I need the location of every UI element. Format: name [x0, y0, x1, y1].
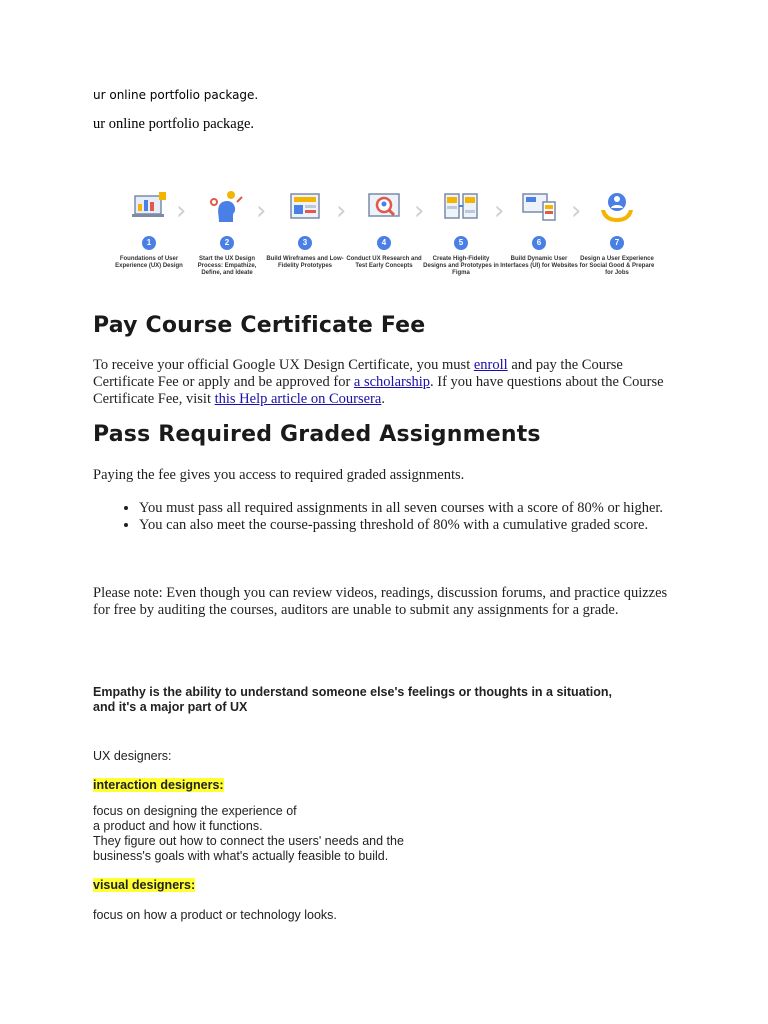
step-label: Create High-Fidelity Designs and Prototypes in Figma — [423, 256, 499, 276]
roadmap-step-7 — [578, 188, 656, 277]
list-item: • You can also meet the course-passing threshold of 80% with a cumulative graded score. — [139, 517, 714, 534]
interaction-line-1: focus on designing the experience of — [93, 804, 297, 818]
prototype-screens-icon — [441, 188, 481, 228]
step-number-badge: 3 — [298, 236, 312, 250]
responsive-devices-icon — [519, 188, 559, 228]
step-label: Build Dynamic User Interfaces (UI) for Websites — [500, 256, 578, 269]
chevron-right-icon: › — [414, 196, 425, 226]
step-label: Start the UX Design Process: Empathize, Define, and Ideate — [197, 256, 257, 276]
intro-line-2: ur online portfolio package. — [93, 116, 255, 132]
wireframe-icon — [285, 188, 325, 228]
certificate-text: To receive your official Google UX Design Certificate, you must — [93, 357, 474, 373]
certificate-text: . — [381, 391, 385, 407]
roadmap-step-4 — [345, 188, 423, 270]
course-roadmap — [110, 188, 670, 288]
empathy-line-2: and it's a major part of UX — [93, 700, 248, 714]
laptop-chart-icon — [129, 188, 169, 228]
empathy-line-1: Empathy is the ability to understand someone else's feelings or thoughts in a situation, — [93, 685, 613, 699]
certificate-text: . If you have questions about the Course Certificate Fee, visit — [93, 374, 664, 407]
hands-person-icon — [597, 188, 637, 228]
step-number-badge: 1 — [142, 236, 156, 250]
chevron-right-icon: › — [336, 196, 347, 226]
step-number-badge: 2 — [220, 236, 234, 250]
visual-designers-row — [93, 878, 195, 893]
chevron-right-icon: › — [176, 196, 187, 226]
visual-line-1: focus on how a product or technology looks. — [93, 908, 337, 922]
enroll-link[interactable]: enroll — [473, 357, 508, 373]
step-number-badge: 4 — [377, 236, 391, 250]
head-lightbulb-icon — [207, 188, 247, 228]
auditing-note: Please note: Even though you can review videos, readings, discussion forums, and practice quizzes for free by auditing the courses, auditors are unable to submit any assignments for a grade. — [93, 585, 668, 618]
help-article-link[interactable]: this Help article on Coursera — [214, 391, 382, 407]
chevron-right-icon: › — [571, 196, 582, 226]
roadmap-step-3 — [266, 188, 347, 270]
step-label: Build Wireframes and Low-Fidelity Prototypes — [266, 256, 344, 269]
interaction-line-2: a product and how it functions. — [93, 819, 263, 833]
visual-designers-label: visual designers: — [93, 878, 196, 892]
step-label: Foundations of User Experience (UX) Design — [115, 256, 183, 269]
assignments-heading: Pass Required Graded Assignments — [93, 422, 541, 447]
ux-designers-label: UX designers: — [93, 749, 172, 763]
scholarship-link[interactable]: a scholarship — [353, 374, 431, 390]
interaction-designers-row — [93, 778, 224, 793]
assignments-list — [93, 500, 714, 534]
list-item: • You must pass all required assignments in all seven courses with a score of 80% or higher. — [139, 500, 714, 517]
step-label: Conduct UX Research and Test Early Concepts — [346, 256, 422, 269]
interaction-designers-label: interaction designers: — [93, 778, 224, 792]
roadmap-step-2 — [188, 188, 266, 277]
step-number-badge: 5 — [454, 236, 468, 250]
chevron-right-icon: › — [256, 196, 267, 226]
roadmap-step-5 — [422, 188, 500, 277]
magnifier-people-icon — [364, 188, 404, 228]
interaction-line-3: They figure out how to connect the users' needs and the — [93, 834, 404, 848]
interaction-line-4: business's goals with what's actually feasible to build. — [93, 849, 389, 863]
chevron-right-icon: › — [494, 196, 505, 226]
certificate-text: and pay the Course Certificate Fee or apply and be approved for — [93, 357, 623, 390]
certificate-heading: Pay Course Certificate Fee — [93, 313, 426, 338]
assignments-intro: Paying the fee gives you access to required graded assignments. — [93, 467, 465, 483]
step-number-badge: 6 — [532, 236, 546, 250]
step-number-badge: 7 — [610, 236, 624, 250]
intro-line-1: ur online portfolio package. — [93, 88, 259, 102]
step-label: Design a User Experience for Social Good & Prepare for Jobs — [579, 256, 655, 276]
certificate-paragraph — [93, 357, 673, 408]
roadmap-step-6 — [500, 188, 578, 270]
